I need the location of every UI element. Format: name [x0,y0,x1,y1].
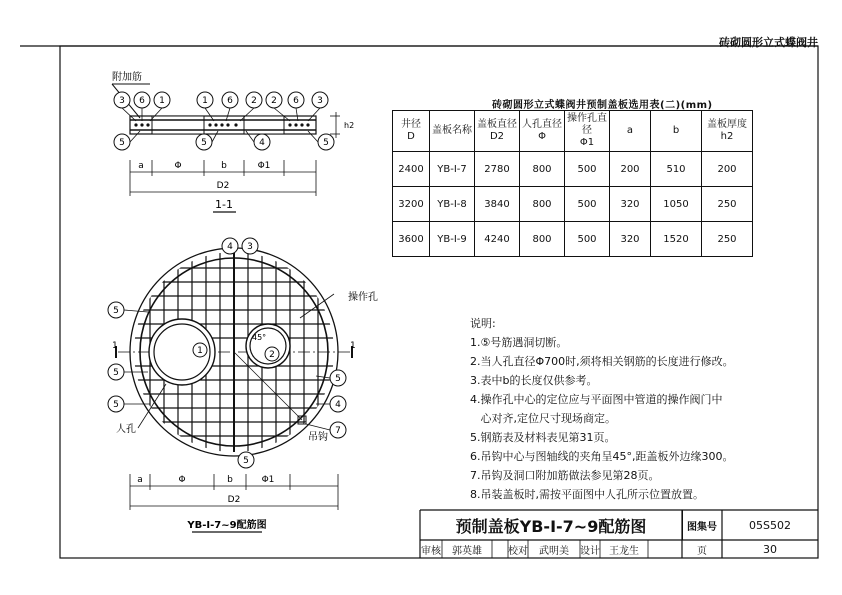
note-item: 5.钢筋表及材料表见第31页。 [470,431,616,444]
table-cell: 200 [610,152,651,187]
designer-name: 王龙生 [609,545,639,557]
table-cell: 250 [702,187,753,222]
table-cell: 510 [651,152,702,187]
column-subheader: D [407,131,415,142]
table-cell: 500 [565,222,610,257]
table-cell: 320 [610,187,651,222]
title-block [420,510,818,558]
section-title: 1-1 [215,198,233,211]
hook-label: 吊钩 [308,432,328,443]
table-cell: 250 [702,222,753,257]
design-label: 设计 [580,545,600,557]
mark-label: 5 [201,138,207,148]
note-item: 8.吊装盖板时,需按平面图中人孔所示位置放置。 [470,488,704,501]
dim-label: a [137,475,143,485]
column-subheader: D2 [489,131,505,142]
dim-label: Φ [174,161,182,171]
mark-label: 1 [197,346,203,356]
notes-block [470,314,734,504]
table-row [393,187,753,222]
page-label: 页 [697,545,707,557]
table-cell: 4240 [475,222,520,257]
note-item: 心对齐,定位尺寸现场商定。 [470,412,616,425]
manhole-label: 人孔 [116,424,136,435]
note-item: 2.当人孔直径Φ700时,须将相关钢筋的长度进行修改。 [470,355,734,368]
table-cell: YB-Ⅰ-8 [430,187,475,222]
mark-label: 3 [119,96,125,106]
reviewer-name: 郭英雄 [452,545,482,557]
note-item: 6.吊钩中心与图轴线的夹角呈45°,距盖板外边缘300。 [470,450,734,463]
column-header: 操作孔直径 [567,113,607,136]
atlas-label: 图集号 [687,521,717,533]
note-item: 1.⑤号筋遇洞切断。 [470,336,568,349]
column-subheader: h2 [720,131,734,142]
angle-label: 45° [252,333,267,342]
table-cell: 3600 [393,222,430,257]
dim-label: b [221,161,227,171]
mark-label: 5 [323,138,329,148]
check-label: 校对 [508,545,528,557]
dim-label: Φ1 [257,161,271,171]
operating-hole-label: 操作孔 [348,292,378,303]
mark-label: 5 [113,400,119,410]
mark-label: 7 [335,426,341,436]
dim-label: D2 [216,181,230,191]
dim-label: b [227,475,233,485]
column-header: b [672,125,680,136]
column-header: 盖板厚度 [707,119,747,130]
mark-label: 6 [293,96,299,106]
table-cell: 500 [565,152,610,187]
table-cell: YB-Ⅰ-7 [430,152,475,187]
notes-heading: 说明: [470,317,496,330]
dim-label: D2 [227,495,241,505]
table-cell: 200 [702,152,753,187]
mark-label: 4 [259,138,265,148]
column-subheader: Φ1 [579,137,595,148]
mark-label: 6 [139,96,145,106]
table-cell: 1520 [651,222,702,257]
column-header: 盖板名称 [432,125,472,136]
section-mark: 1 [350,341,356,351]
mark-label: 2 [269,350,275,360]
table-cell: 2400 [393,152,430,187]
sheet-header: 砖砌圆形立式蝶阀井 [719,36,818,49]
atlas-number: 05S502 [749,518,791,532]
mark-label: 3 [317,96,323,106]
mark-label: 1 [159,96,165,106]
mark-label: 2 [271,96,277,106]
mark-label: 5 [335,374,341,384]
mark-label: 4 [335,400,341,410]
column-header: 井径 [401,119,421,130]
page-number: 30 [763,542,777,556]
table-cell: 3200 [393,187,430,222]
column-header: 人孔直径 [522,119,562,130]
note-item: 4.操作孔中心的定位应与平面图中管道的操作阀门中 [470,393,723,406]
section-mark: 1 [112,341,118,351]
table-title: 砖砌圆形立式蝶阀井预制盖板选用表(二)(mm) [492,100,713,111]
table-row [393,152,753,187]
mark-label: 5 [243,456,249,466]
table-cell: 2780 [475,152,520,187]
table-cell: 800 [520,222,565,257]
table-cell: 1050 [651,187,702,222]
plan-caption: YB-Ⅰ-7~9配筋图 [187,520,267,531]
drawing-title: 预制盖板YB-Ⅰ-7~9配筋图 [420,510,683,540]
table-cell: 500 [565,187,610,222]
note-item: 7.吊钩及洞口附加筋做法参见第28页。 [470,469,660,482]
mark-label: 6 [227,96,233,106]
note-item: 3.表中b的长度仅供参考。 [470,374,598,387]
mark-label: 1 [202,96,208,106]
table-row [393,222,753,257]
dim-label: Φ [178,475,186,485]
mark-label: 2 [251,96,257,106]
mark-label: 5 [119,138,125,148]
added-bars-label: 附加筋 [112,72,142,83]
height-label: h2 [344,121,355,130]
table-cell: YB-Ⅰ-9 [430,222,475,257]
table-header-row [393,111,753,152]
column-header: a [626,125,634,136]
table-cell: 3840 [475,187,520,222]
review-label: 审核 [421,545,441,557]
table-cell: 800 [520,187,565,222]
dim-label: Φ1 [261,475,275,485]
mark-label: 5 [113,306,119,316]
mark-label: 5 [113,368,119,378]
column-header: 盖板直径 [477,119,517,130]
checker-name: 武明美 [539,545,569,557]
table-cell: 800 [520,152,565,187]
dim-label: a [138,161,144,171]
table-cell: 320 [610,222,651,257]
mark-label: 4 [227,242,233,252]
selection-table [392,110,753,257]
mark-label: 3 [247,242,253,252]
column-subheader: Φ [538,131,546,142]
